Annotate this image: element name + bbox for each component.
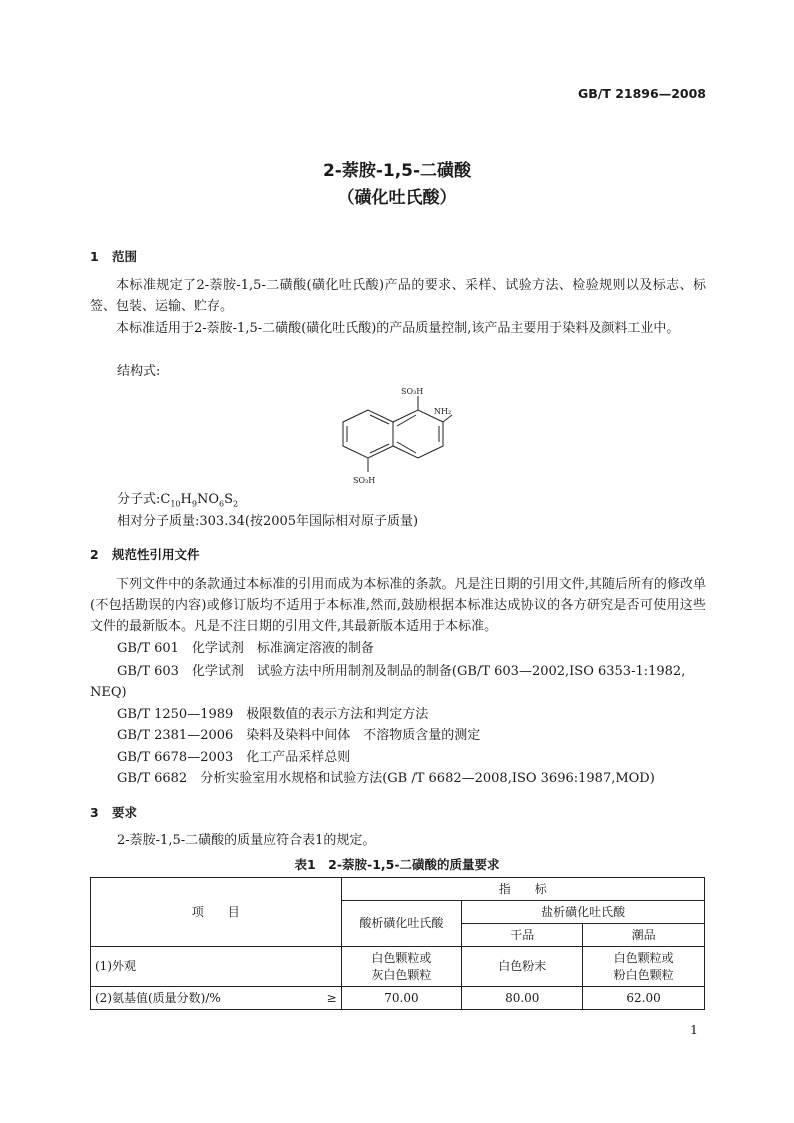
index-header: 指 标 [341,878,704,901]
normative-intro: 下列文件中的条款通过本标准的引用而成为本标准的条款。凡是注日期的引用文件,其随后所有的修改单(不包括勘误的内容)或修订版均不适用于本标准,然而,鼓励根据本标准达成协议的各方研究是否可使用这些文件的最新版本。凡是不注日期的引用文件,其最新版本适用于本标准。 [90,577,706,634]
wet-header: 潮品 [583,924,705,947]
row-amino-wet: 62.00 [583,987,705,1010]
structural-formula [330,382,460,488]
cell-line: 白色颗粒或 [613,950,674,965]
formula-s: S [224,492,234,507]
document-title: 2-萘胺-1,5-二磺酸 [322,161,472,181]
formula-o-count: 6 [219,499,225,509]
molecular-mass: 相对分子质量:303.34(按2005年国际相对原子质量) [117,514,419,529]
reference-item-continued: NEQ) [90,685,127,700]
section-3-heading [90,803,137,821]
reference-item: GB/T 603 化学试剂 试验方法中所用制剂及制品的制备(GB/T 603—2002,ISO 6353-1:1982, [117,664,686,679]
cell-line: 白色颗粒或 [371,950,432,965]
reference-item: GB/T 6682 分析实验室用水规格和试验方法(GB /T 6682—2008,ISO 3696:1987,MOD) [117,771,655,786]
item-header: 项 目 [91,878,342,947]
section-title: 范围 [112,249,138,264]
reference-item: GB/T 6678—2003 化工产品采样总则 [117,750,351,765]
formula-label: 分子式: [117,492,161,507]
scope-paragraph-2: 本标准适用于2-萘胺-1,5-二磺酸(磺化吐氏酸)的产品质量控制,该产品主要用于染料及颜料工业中。 [116,321,680,336]
acid-header: 酸析磺化吐氏酸 [341,901,462,947]
section-1-heading [90,247,137,265]
row-amino-sign: ≥ [326,990,337,1005]
cell-line: 粉白色颗粒 [613,967,674,982]
salt-header: 盐析磺化吐氏酸 [462,901,705,924]
sulfo-group-bottom: SO₃H [353,476,376,485]
requirement-paragraph: 2-萘胺-1,5-二磺酸的质量应符合表1的规定。 [117,833,376,848]
page-number: 1 [690,1022,698,1037]
section-title: 规范性引用文件 [112,547,200,562]
reference-item: GB/T 601 化学试剂 标准滴定溶液的制备 [117,641,374,656]
sulfo-group-top: SO₃H [401,387,424,396]
formula-no: NO [196,492,220,507]
row-appearance-item: (1)外观 [91,947,342,987]
amino-group: NH₂ [434,407,452,416]
structure-label: 结构式: [117,364,161,379]
document-subtitle: （磺化吐氏酸） [337,188,457,208]
formula-h-count: 9 [191,499,197,509]
table-caption: 表1 2-萘胺-1,5-二磺酸的质量要求 [294,857,500,872]
section-number: 3 [90,805,99,820]
section-number: 1 [90,249,99,264]
quality-requirements-table [90,877,705,1010]
formula-c-count: 10 [170,499,181,509]
reference-item: GB/T 1250—1989 极限数值的表示方法和判定方法 [117,707,429,722]
formula-h: H [180,492,192,507]
scope-paragraph-1: 本标准规定了2-萘胺-1,5-二磺酸(磺化吐氏酸)产品的要求、采样、试验方法、检验规则以及标志、标签、包装、运输、贮存。 [90,278,706,314]
section-2-heading [90,545,200,563]
formula-s-count: 2 [233,499,239,509]
section-title: 要求 [112,805,138,820]
dry-header: 干品 [462,924,583,947]
formula-c: C [160,492,171,507]
section-number: 2 [90,547,99,562]
standard-number: GB/T 21896—2008 [577,86,706,101]
row-appearance-dry: 白色粉末 [462,947,583,987]
row-amino-dry: 80.00 [462,987,583,1010]
row-appearance-wet [583,947,705,987]
reference-item: GB/T 2381—2006 染料及染料中间体 不溶物质含量的测定 [117,728,481,743]
row-amino-item [91,987,342,1010]
row-appearance-acid [341,947,462,987]
row-amino-acid: 70.00 [341,987,462,1010]
row-amino-label: (2)氨基值(质量分数)/% [95,990,221,1005]
cell-line: 灰白色颗粒 [371,967,432,982]
